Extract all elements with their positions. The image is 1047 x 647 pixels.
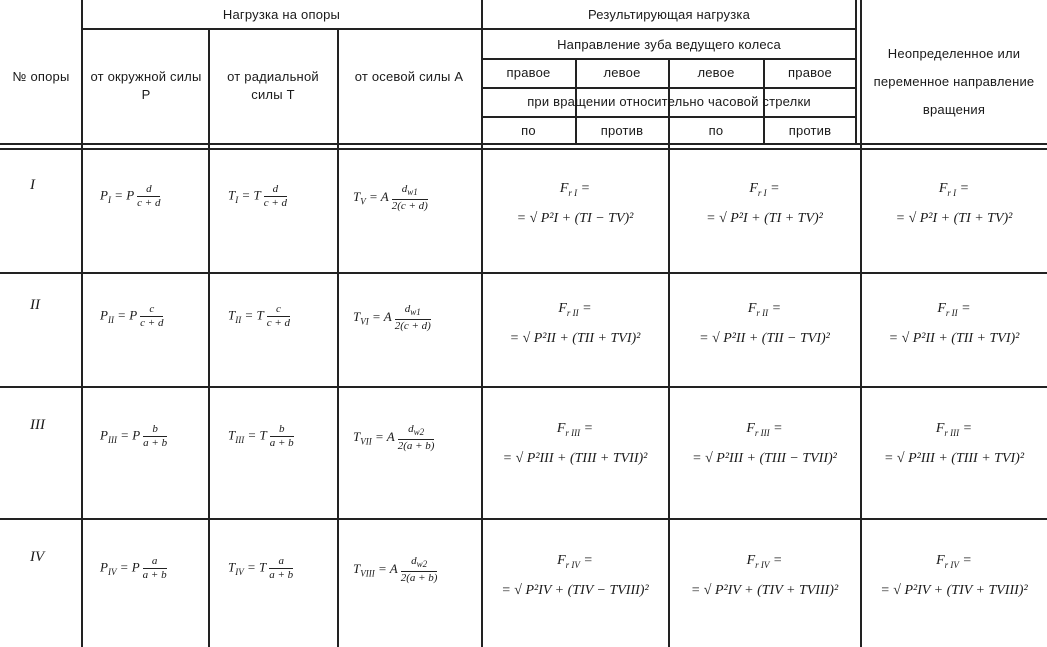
a-frac xyxy=(392,183,428,213)
circ-force-formula: $P_{II} = P$ $\frac{c}{c + d}$ xyxy=(100,303,164,329)
rot-ccw-1: против xyxy=(600,123,644,138)
axial-force-formula: $T_{VII} = A$ $\frac{d_{w2}}{2(a + b)}$ xyxy=(353,423,435,453)
a-frac-num-sub: w1 xyxy=(410,307,421,318)
a-frac-num-sub: w1 xyxy=(407,187,418,198)
undefined-direction-header: Неопределенное или переменное направление вращения xyxy=(873,46,1035,117)
a-frac-num: $d_{w2}$ xyxy=(401,555,438,572)
t-frac xyxy=(267,303,290,330)
axial-force-header: от осевой силы A xyxy=(354,69,464,84)
rot-cw-1: по xyxy=(521,123,536,138)
p-frac-num: c xyxy=(140,303,163,317)
resultant-body: = √ P²II + (TII + TVI)² xyxy=(888,330,1020,346)
a-frac-den: 2(a + b) xyxy=(397,440,435,453)
vrule-8 xyxy=(860,0,862,647)
t-frac-den: a + b xyxy=(269,437,294,449)
circ-force-formula: $P_I = P$ $\frac{d}{c + d}$ xyxy=(100,183,161,209)
a-sub: VI xyxy=(360,316,369,327)
resultant-head-sub: r III xyxy=(944,427,960,438)
axial-force-formula: $T_{VIII} = A$ $\frac{d_{w2}}{2(a + b)}$ xyxy=(353,555,438,585)
resultant-formula-2 xyxy=(672,180,857,230)
a-frac xyxy=(398,423,435,453)
t-sub: III xyxy=(235,435,245,446)
resultant-body: = √ P²IV + (TIV + TVIII)² xyxy=(880,582,1028,598)
rot-cw-2: по xyxy=(708,123,724,138)
t-sub: IV xyxy=(235,567,244,578)
resultant-body: = √ P²IV + (TIV − TVIII)² xyxy=(501,582,649,598)
p-frac-num: a xyxy=(143,555,167,569)
dir-left-1: левое xyxy=(603,65,641,80)
resultant-body: = √ P²I + (TI + TV)² xyxy=(706,210,823,226)
resultant-formula-2 xyxy=(672,420,857,470)
circ-force-formula: $P_{IV} = P$ $\frac{a}{a + b}$ xyxy=(100,555,167,581)
resultant-head-sub: r I xyxy=(947,187,957,198)
resultant-head: $F_{r IV}$ = xyxy=(746,553,783,570)
resultant-head: $F_{r II}$ = xyxy=(747,301,782,318)
p-sub: I xyxy=(107,195,111,206)
row-number: III xyxy=(30,417,45,433)
t-frac-num: a xyxy=(269,555,293,569)
circ-force-header: от окружной силы P xyxy=(90,69,202,102)
axial-force-formula: $T_V = A$ $\frac{d_{w1}}{2(c + d)}$ xyxy=(353,183,428,213)
rule-top-sub xyxy=(82,28,856,30)
resultant-body: = √ P²II + (TII + TVI)² xyxy=(509,330,641,346)
resultant-head: $F_{r I}$ = xyxy=(559,181,591,198)
radial-force-formula: $T_{II} = T$ $\frac{c}{c + d}$ xyxy=(228,303,291,329)
resultant-head: $F_{r I}$ = xyxy=(749,181,780,198)
resultant-formula-3 xyxy=(866,552,1042,602)
rot-ccw-2: против xyxy=(788,123,832,138)
resultant-formula-2 xyxy=(672,552,857,602)
p-frac-num: b xyxy=(143,423,167,437)
resultant-head: $F_{r III}$ = xyxy=(746,421,783,438)
resultant-formula-2 xyxy=(672,300,857,350)
t-frac xyxy=(270,423,294,450)
rotation-header: при вращении относительно часовой стрелки xyxy=(527,94,811,109)
axial-force-formula: $T_{VI} = A$ $\frac{d_{w1}}{2(c + d)}$ xyxy=(353,303,431,333)
p-frac-num: d xyxy=(137,183,160,197)
a-sub: V xyxy=(360,196,366,207)
p-frac-den: c + d xyxy=(140,317,164,329)
circ-force-formula: $P_{III} = P$ $\frac{b}{a + b}$ xyxy=(100,423,168,449)
resultant-head-sub: r I xyxy=(757,187,767,198)
row-number: II xyxy=(30,297,40,313)
a-frac-num: $d_{w1}$ xyxy=(395,303,431,320)
p-sub: IV xyxy=(107,567,117,578)
col-no-header: № опоры xyxy=(12,69,70,84)
a-frac-num: $d_{w2}$ xyxy=(398,423,435,440)
resultant-head-sub: r IV xyxy=(944,559,959,570)
dir-left-2: левое xyxy=(697,65,735,80)
resultant-body: = √ P²III + (TIII − TVII)² xyxy=(692,450,837,466)
p-frac xyxy=(143,423,167,450)
t-sub: I xyxy=(235,195,239,206)
resultant-body: = √ P²III + (TIII + TVII)² xyxy=(502,450,648,466)
radial-force-formula: $T_{IV} = T$ $\frac{a}{a + b}$ xyxy=(228,555,294,581)
resultant-head: $F_{r II}$ = xyxy=(558,301,592,318)
resultant-formula-3 xyxy=(866,420,1042,470)
p-sub: III xyxy=(107,435,117,446)
t-sub: II xyxy=(235,315,242,326)
p-frac xyxy=(140,303,163,330)
resultant-head-sub: r II xyxy=(756,307,769,318)
dir-right-2: правое xyxy=(788,65,832,80)
resultant-body: = √ P²I + (TI + TV)² xyxy=(895,210,1013,226)
rule-header-bottom-2 xyxy=(0,148,1047,150)
p-sub: II xyxy=(107,315,114,326)
vrule-1 xyxy=(81,0,83,647)
a-frac-den: 2(c + d) xyxy=(391,200,428,213)
p-frac xyxy=(143,555,167,582)
a-frac xyxy=(395,303,431,333)
resultant-body: = √ P²II + (TII − TVI)² xyxy=(699,330,830,346)
resultant-formula-1 xyxy=(485,180,665,230)
resultant-formula-1 xyxy=(485,552,665,602)
a-frac-num: $d_{w1}$ xyxy=(392,183,428,200)
resultant-head: $F_{r III}$ = xyxy=(556,421,594,438)
resultant-body: = √ P²III + (TIII + TVI)² xyxy=(883,450,1025,466)
resultant-head: $F_{r IV}$ = xyxy=(557,553,593,570)
dir-right-1: правое xyxy=(506,65,551,80)
resultant-head-sub: r IV xyxy=(565,559,580,570)
resultant-head: $F_{r I}$ = xyxy=(938,181,970,198)
rule-row-3 xyxy=(0,518,1047,520)
rule-row-1 xyxy=(0,272,1047,274)
t-frac xyxy=(264,183,287,210)
resultant-formula-1 xyxy=(485,420,665,470)
t-frac-num: d xyxy=(264,183,287,197)
t-frac xyxy=(269,555,293,582)
p-frac-den: a + b xyxy=(143,437,168,449)
radial-force-header: от радиальной силы T xyxy=(227,69,319,102)
load-on-supports-header: Нагрузка на опоры xyxy=(222,7,341,22)
resultant-load-header: Результирующая нагрузка xyxy=(587,7,751,22)
a-frac xyxy=(401,555,438,585)
resultant-head-sub: r I xyxy=(568,187,578,198)
resultant-body: = √ P²IV + (TIV + TVIII)² xyxy=(690,582,839,598)
radial-force-formula: $T_{III} = T$ $\frac{b}{a + b}$ xyxy=(228,423,294,449)
row-number: I xyxy=(30,177,35,193)
resultant-head-sub: r II xyxy=(566,307,579,318)
rule-header-bottom-1 xyxy=(0,143,1047,145)
vrule-2 xyxy=(208,28,210,647)
t-frac-num: c xyxy=(267,303,290,317)
a-frac-num-sub: w2 xyxy=(416,559,428,570)
a-sub: VII xyxy=(360,436,372,447)
resultant-head-sub: r IV xyxy=(755,559,770,570)
t-frac-num: b xyxy=(270,423,294,437)
resultant-formula-3 xyxy=(866,300,1042,350)
radial-force-formula: $T_I = T$ $\frac{d}{c + d}$ xyxy=(228,183,288,209)
resultant-formula-3 xyxy=(866,180,1042,230)
resultant-head: $F_{r II}$ = xyxy=(937,301,971,318)
resultant-body: = √ P²I + (TI − TV)² xyxy=(516,210,634,226)
vrule-3 xyxy=(337,28,339,647)
p-frac-den: a + b xyxy=(142,569,167,581)
resultant-head-sub: r III xyxy=(565,427,581,438)
a-frac-den: 2(c + d) xyxy=(394,320,431,333)
rule-row-2 xyxy=(0,386,1047,388)
a-frac-den: 2(a + b) xyxy=(400,572,438,585)
resultant-formula-1 xyxy=(485,300,665,350)
p-frac-den: c + d xyxy=(137,197,161,209)
resultant-head-sub: r II xyxy=(945,307,958,318)
a-sub: VIII xyxy=(360,568,375,579)
p-frac xyxy=(137,183,160,210)
row-number: IV xyxy=(30,549,45,565)
t-frac-den: a + b xyxy=(269,569,294,581)
resultant-head: $F_{r III}$ = xyxy=(935,421,973,438)
t-frac-den: c + d xyxy=(263,197,288,209)
resultant-head-sub: r III xyxy=(754,427,770,438)
t-frac-den: c + d xyxy=(266,317,291,329)
resultant-head: $F_{r IV}$ = xyxy=(936,553,972,570)
a-frac-num-sub: w2 xyxy=(413,427,425,438)
vrule-6 xyxy=(668,58,670,647)
tooth-direction-header: Направление зуба ведущего колеса xyxy=(557,37,781,52)
